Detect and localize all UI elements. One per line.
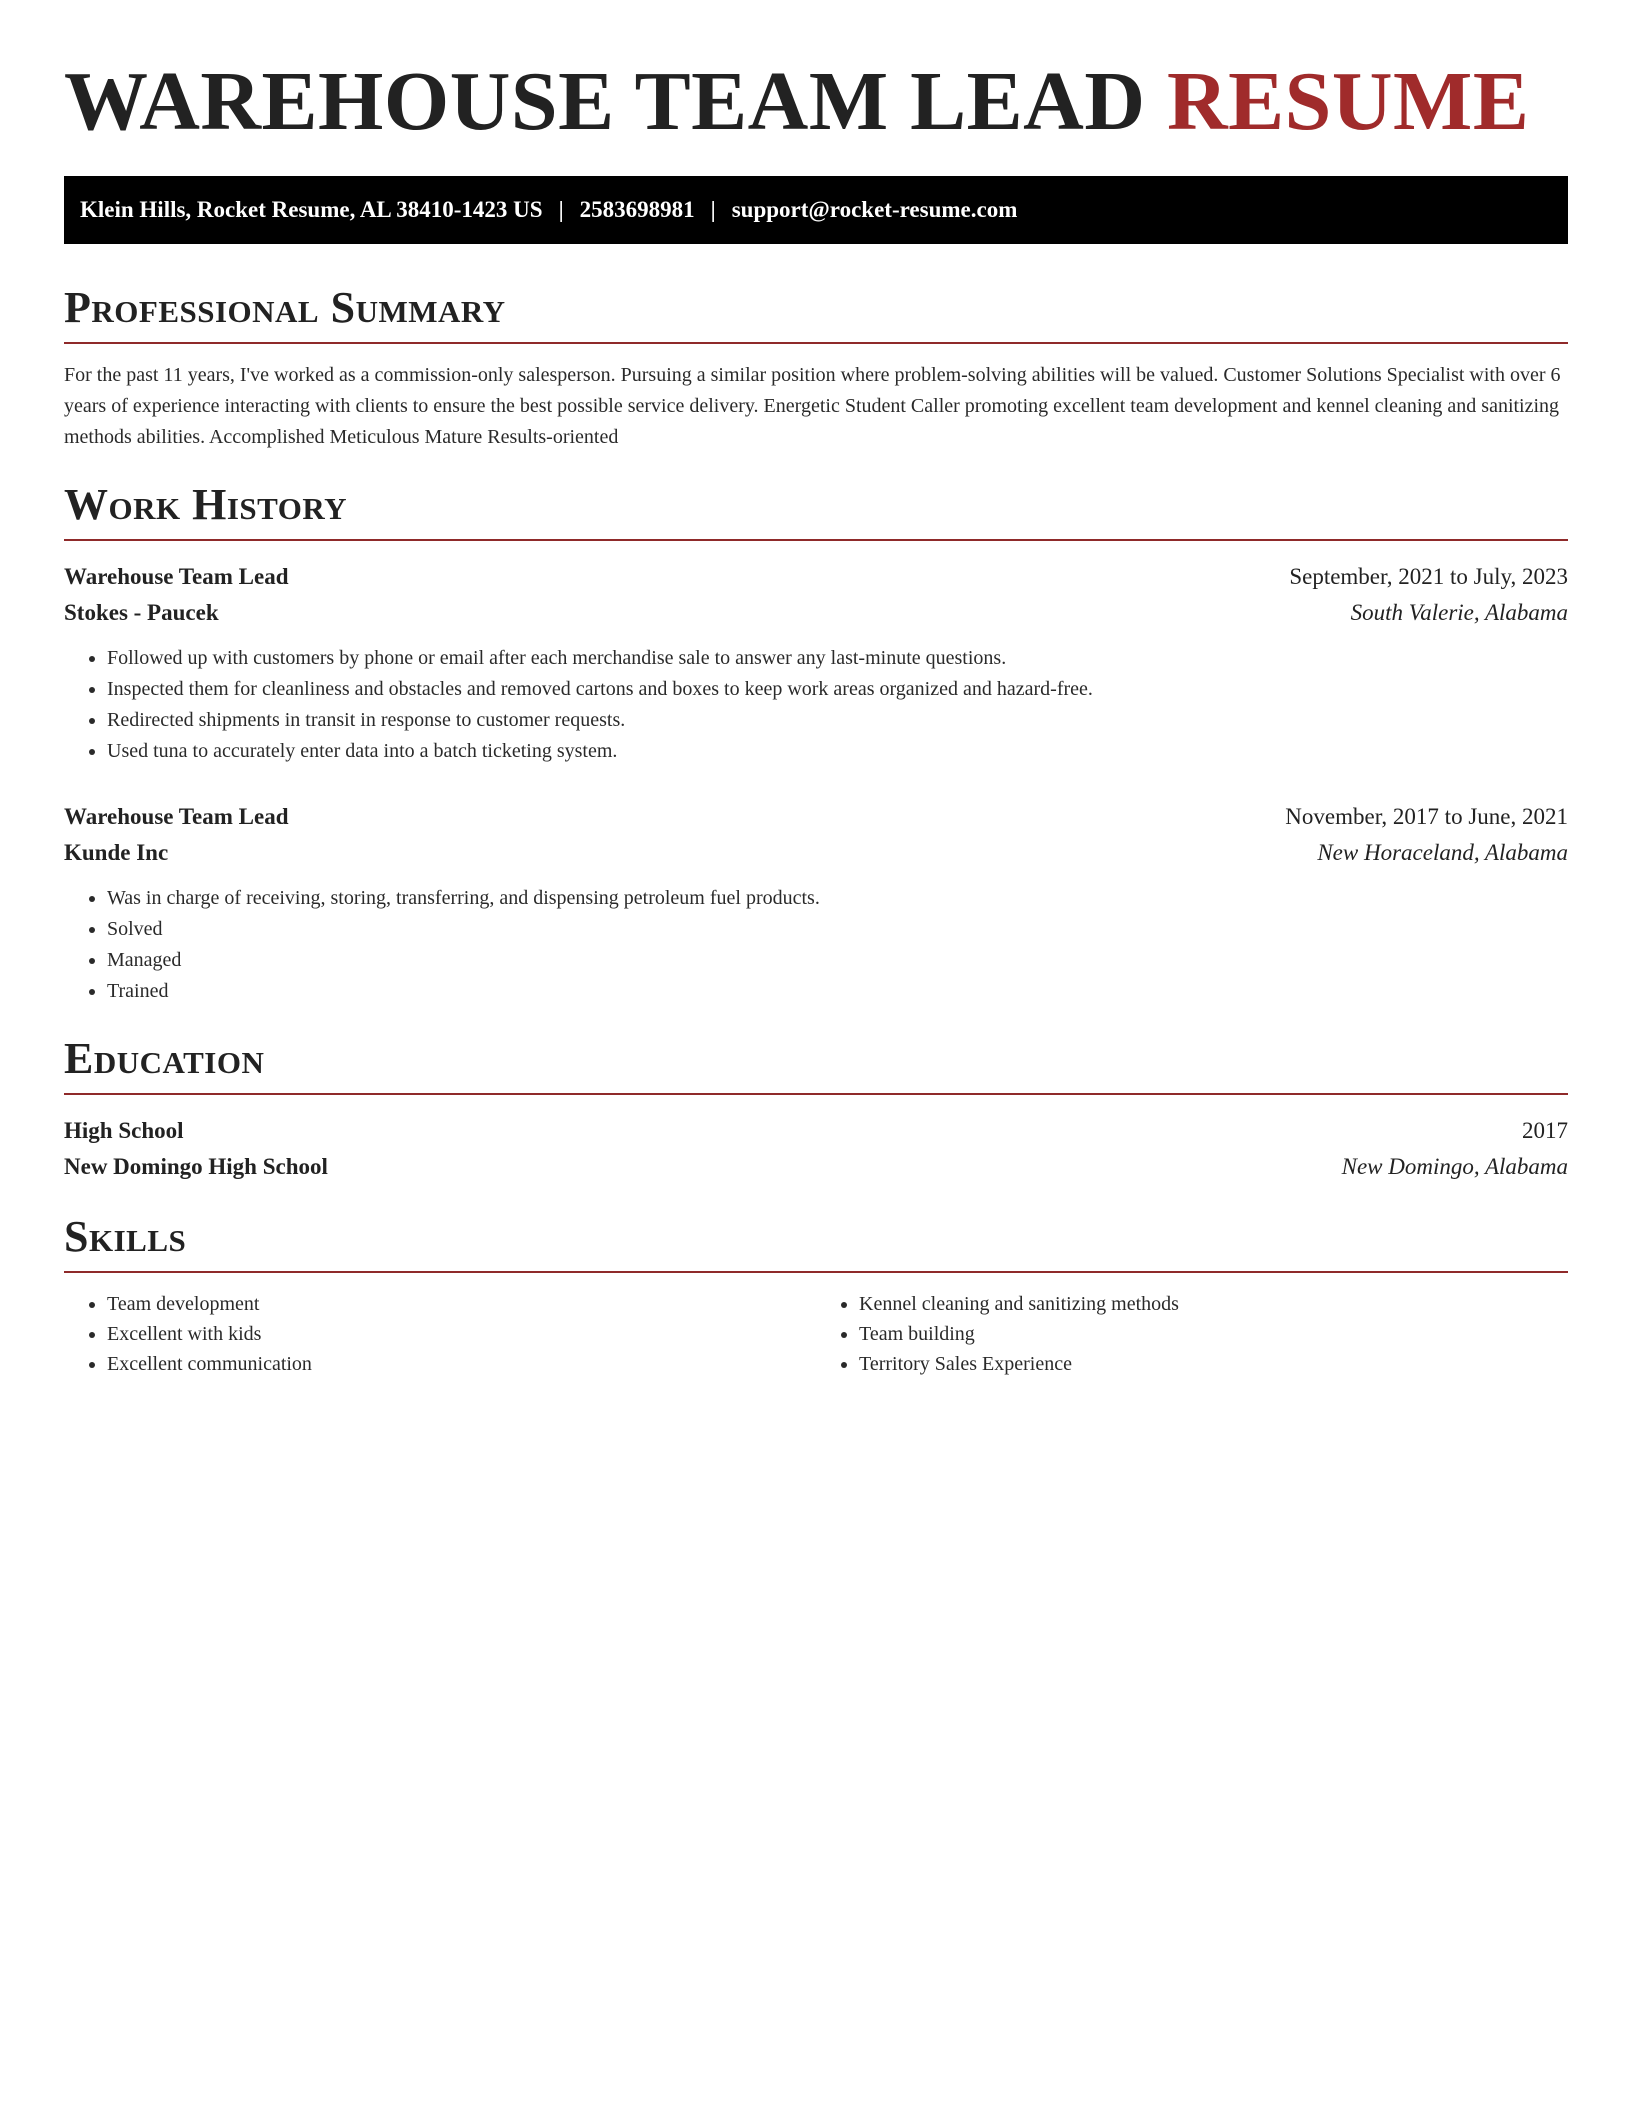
job-bullet: • Solved	[107, 914, 1568, 945]
education-school-row	[64, 1149, 1568, 1185]
section-heading-work-history: Work History	[64, 480, 348, 529]
job-bullet: • Redirected shipments in transit in response to customer requests.	[107, 705, 1568, 736]
education-entry	[64, 1113, 1568, 1185]
skills-section	[64, 1209, 1568, 1379]
skill-item: • Kennel cleaning and sanitizing methods	[859, 1289, 1568, 1319]
contact-email: support@rocket-resume.com	[731, 197, 1018, 222]
section-divider	[64, 539, 1568, 541]
section-divider	[64, 342, 1568, 344]
job-bullet: • Inspected them for cleanliness and obstacles and removed cartons and boxes to keep work areas organized and hazard-free.	[107, 674, 1568, 705]
skills-list-left	[64, 1289, 816, 1379]
job-header-row	[64, 559, 1568, 595]
job-company-row	[64, 835, 1568, 871]
section-heading-summary: Professional Summary	[64, 283, 506, 332]
education-degree: High School	[64, 1118, 184, 1143]
skill-item: • Territory Sales Experience	[859, 1349, 1568, 1379]
skill-item: • Excellent with kids	[107, 1319, 816, 1349]
skill-item: • Team development	[107, 1289, 816, 1319]
skill-item: • Team building	[859, 1319, 1568, 1349]
summary-text: For the past 11 years, I've worked as a commission-only salesperson. Pursuing a similar position where problem-solving abilities will be valued. Customer Solutions Specialist with over 6 years of experience interacting with clients to ensure the best possible service delivery. Energetic Student Caller promoting excellent team development and kennel cleaning and sanitizing methods abilities. Accomplished Meticulous Mature Results-oriented	[64, 364, 1561, 448]
education-year: 2017	[1522, 1118, 1568, 1143]
job-bullet: • Used tuna to accurately enter data into a batch ticketing system.	[107, 736, 1568, 767]
job-bullet: • Followed up with customers by phone or email after each merchandise sale to answer any last-minute questions.	[107, 643, 1568, 674]
summary-section	[64, 280, 1568, 453]
job-bullet: • Was in charge of receiving, storing, transferring, and dispensing petroleum fuel products.	[107, 883, 1568, 914]
job-title: Warehouse Team Lead	[64, 564, 289, 589]
job-header-row	[64, 799, 1568, 835]
job-company: Stokes - Paucek	[64, 600, 219, 625]
work-history-section	[64, 477, 1568, 1007]
job-location: New Horaceland, Alabama	[1317, 840, 1568, 865]
education-section	[64, 1031, 1568, 1185]
job-company: Kunde Inc	[64, 840, 169, 865]
contact-separator: |	[710, 197, 716, 222]
job-title: Warehouse Team Lead	[64, 804, 289, 829]
job-bullet: • Trained	[107, 976, 1568, 1007]
skills-list-right	[816, 1289, 1568, 1379]
job-location: South Valerie, Alabama	[1350, 600, 1568, 625]
job-bullet: • Managed	[107, 945, 1568, 976]
contact-separator: |	[558, 197, 564, 222]
skills-columns	[64, 1289, 1568, 1379]
contact-address: Klein Hills, Rocket Resume, AL 38410-1423 US	[80, 197, 543, 222]
contact-bar	[64, 176, 1568, 244]
job-bullets	[64, 883, 1568, 1007]
job-company-row	[64, 595, 1568, 631]
job-entry	[64, 799, 1568, 1007]
job-entry	[64, 559, 1568, 767]
education-location: New Domingo, Alabama	[1341, 1154, 1568, 1179]
section-divider	[64, 1093, 1568, 1095]
education-header-row	[64, 1113, 1568, 1149]
section-heading-education: Education	[64, 1034, 265, 1083]
section-divider	[64, 1271, 1568, 1273]
job-dates: September, 2021 to July, 2023	[1289, 564, 1568, 589]
job-dates: November, 2017 to June, 2021	[1285, 804, 1568, 829]
resume-title-main: WAREHOUSE TEAM LEAD	[64, 55, 1146, 148]
skill-item: • Excellent communication	[107, 1349, 816, 1379]
resume-title	[64, 0, 1568, 152]
resume-title-accent: RESUME	[1166, 55, 1530, 148]
job-bullets	[64, 643, 1568, 767]
education-school: New Domingo High School	[64, 1154, 328, 1179]
section-heading-skills: Skills	[64, 1212, 187, 1261]
contact-phone: 2583698981	[579, 197, 695, 222]
